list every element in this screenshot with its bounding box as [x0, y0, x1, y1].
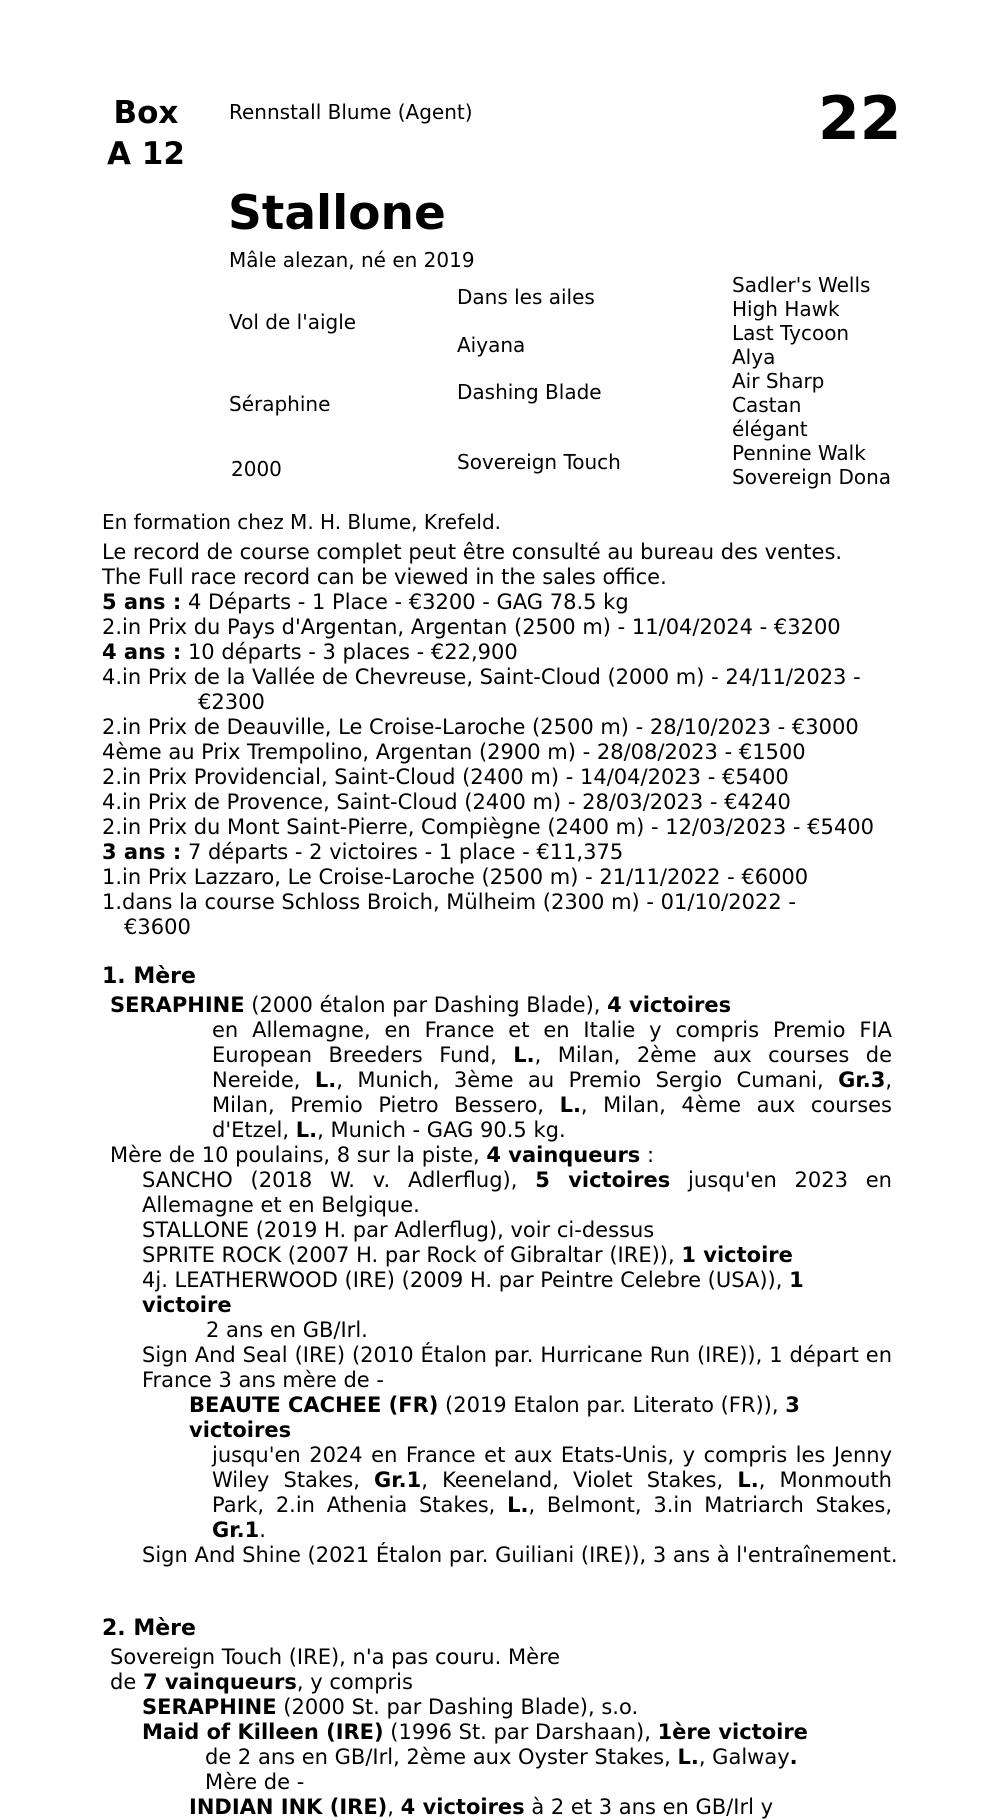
race-record: Le record de course complet peut être consulté au bureau des ventes. The Full race record can be viewed in the sales office. 5 ans : 4 Départs - 1 Place - €3200 - GAG 78.5 kg 2.in Prix du Pays d'Argentan, Argentan (2500 m) - 11/04/2024 - €3200 4 ans : 10 départs - 3 places - €22,900 4.in Prix de la Vallée de Chevreuse, Saint-Cloud (2000 m) - 24/11/2023 - €2300 2.in Prix de Deauville, Le Croise-Laroche (2500 m) - 28/10/2023 - €3000 4ème au Prix Trempolino, Argentan (2900 m) - 28/08/2023 - €1500 2.in Prix Providencial, Saint-Cloud (2400 m) - 14/04/2023 - €5400 4.in Prix de Provence, Saint-Cloud (2400 m) - 28/03/2023 - €4240 2.in Prix du Mont Saint-Pierre, Compiègne (2400 m) - 12/03/2023 - €5400 3 ans : 7 départs - 2 victoires - 1 place - €11,375 1.in Prix Lazzaro, Le Croise-Laroche (2500 m) - 21/11/2022 - €6000 1.dans la course Schloss Broich, Mülheim (2300 m) - 01/10/2022 - €3600: [102, 540, 874, 939]
produce-sign-and-seal: Sign And Seal (IRE) (2010 Étalon par. Hurricane Run (IRE)), 1 départ en France 3 ans mère de -: [142, 1343, 892, 1392]
maid-of-killeen-record: de 2 ans en GB/Irl, 2ème aux Oyster Stakes, L., Galway. Mère de -: [205, 1745, 798, 1794]
pedigree-dam: Séraphine: [229, 392, 331, 416]
section-first-dam: 1. Mère: [102, 964, 196, 989]
dam2-maid-of-killeen: Maid of Killeen (IRE) (1996 St. par Darshaan), 1ère victoire: [142, 1720, 808, 1744]
pedigree-sire-sire: Dans les ailes: [457, 285, 595, 309]
pedigree-dam-dam: Sovereign Touch: [457, 450, 621, 474]
dam1-paragraph-cont: en Allemagne, en France et en Italie y compris Premio FIA European Breeders Fund, L., Milan, 2ème aux courses de Nereide, L., Munich, 3ème au Premio Sergio Cumani, Gr.3, Milan, Premio Pietro Bessero, L., Milan, 4ème aux courses d'Etzel, L., Munich - GAG 90.5 kg.: [212, 1018, 893, 1142]
dam1-paragraph: SERAPHINE (2000 étalon par Dashing Blade), 4 victoires: [110, 993, 732, 1017]
dam2-indian-ink: INDIAN INK (IRE), 4 victoires à 2 et 3 ans en GB/Irl y: [189, 1795, 774, 1819]
produce-stallone: STALLONE (2019 H. par Adlerflug), voir ci-dessus: [142, 1218, 655, 1242]
pedigree-dam-year: 2000: [231, 457, 282, 481]
dam2-seraphine: SERAPHINE (2000 St. par Dashing Blade), s.o.: [142, 1695, 639, 1719]
consignor: Rennstall Blume (Agent): [229, 100, 473, 124]
horse-name: Stallone: [228, 186, 446, 241]
produce-sprite-rock: SPRITE ROCK (2007 H. par Rock of Gibraltar (IRE)), 1 victoire: [142, 1243, 793, 1267]
produce-sign-and-shine: Sign And Shine (2021 Étalon par. Guiliani (IRE)), 3 ans à l'entraînement.: [142, 1543, 898, 1567]
dam2-intro: Sovereign Touch (IRE), n'a pas couru. Mère de 7 vainqueurs, y compris: [110, 1645, 561, 1694]
pedigree-sire-dam: Aiyana: [457, 333, 526, 357]
pedigree-third-generation: Sadler's Wells High Hawk Last Tycoon Alya Air Sharp Castan élégant Pennine Walk Sovereign Dona: [732, 273, 892, 489]
produce-beaute-cachee: BEAUTE CACHEE (FR) (2019 Etalon par. Literato (FR)), 3 victoires: [189, 1393, 800, 1442]
beaute-cachee-record: jusqu'en 2024 en France et aux Etats-Unis, y compris les Jenny Wiley Stakes, Gr.1, Keeneland, Violet Stakes, L., Monmouth Park, 2.in Athenia Stakes, L., Belmont, 3.in Matriarch Stakes, Gr.1.: [212, 1443, 892, 1542]
training-note: En formation chez M. H. Blume, Krefeld.: [102, 510, 502, 534]
pedigree-dam-sire: Dashing Blade: [457, 380, 602, 404]
produce-leatherwood: 4j. LEATHERWOOD (IRE) (2009 H. par Peintre Celebre (USA)), 1 victoire 2 ans en GB/Irl.: [142, 1268, 804, 1342]
pedigree-sire: Vol de l'aigle: [229, 310, 357, 334]
produce-sancho: SANCHO (2018 W. v. Adlerflug), 5 victoires jusqu'en 2023 en Allemagne et en Belgique.: [142, 1168, 892, 1217]
section-second-dam: 2. Mère: [102, 1616, 196, 1641]
horse-description: Mâle alezan, né en 2019: [229, 248, 475, 272]
lot-number: 22: [818, 84, 902, 154]
dam1-produce: Mère de 10 poulains, 8 sur la piste, 4 vainqueurs :: [110, 1143, 655, 1167]
box-label: Box A 12: [107, 95, 185, 172]
